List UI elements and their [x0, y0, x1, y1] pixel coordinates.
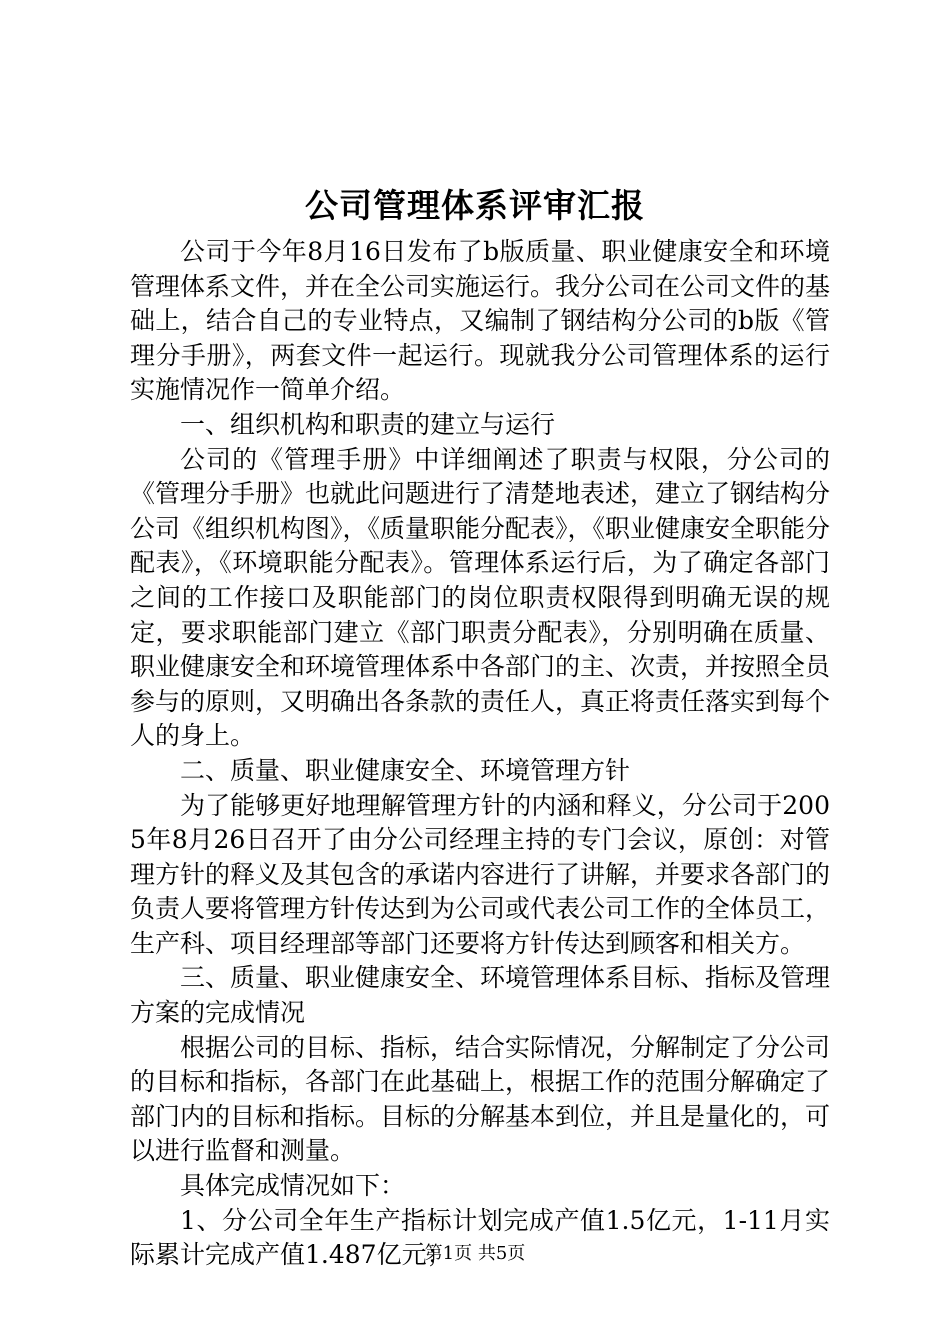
paragraph-objectives: 根据公司的目标、指标，结合实际情况，分解制定了分公司的目标和指标，各部门在此基础上，根据工作的范围分解确定了部门内的目标和指标。目标的分解基本到位，并且是量化的，可以进行监督和测量。 [130, 1032, 831, 1166]
paragraph-completion-intro: 具体完成情况如下： [180, 1171, 406, 1201]
paragraph-intro: 公司于今年8月16日发布了b版质量、职业健康安全和环境管理体系文件，并在全公司实施运行。我分公司在公司文件的基础上，结合自己的专业特点，又编制了钢结构分公司的b版《管理分手册》，两套文件一起运行。现就我分公司管理体系的运行实施情况作一简单介绍。 [130, 237, 831, 405]
document-title: 公司管理体系评审汇报 [305, 186, 645, 225]
paragraph-item-1: 1、分公司全年生产指标计划完成产值1.5亿元，1-11月实际累计完成产值1.487亿元； [130, 1205, 830, 1270]
section-heading-1: 一、组织机构和职责的建立与运行 [180, 409, 556, 439]
section-heading-2: 二、质量、职业健康安全、环境管理方针 [180, 755, 631, 785]
document-body [130, 235, 830, 1273]
page-footer: 第1页 共5页 [424, 1243, 526, 1264]
paragraph-policy: 为了能够更好地理解管理方针的内涵和释义，分公司于2005年8月26日召开了由分公司经理主持的专门会议，原创：对管理方针的释义及其包含的承诺内容进行了讲解，并要求各部门的负责人要将管理方针传达到为公司或代表公司工作的全体员工，生产科、项目经理部等部门还要将方针传达到顾客和相关方。 [130, 790, 831, 958]
section-heading-3: 三、质量、职业健康安全、环境管理体系目标、指标及管理方案的完成情况 [130, 963, 831, 1028]
paragraph-organization: 公司的《管理手册》中详细阐述了职责与权限，分公司的《管理分手册》也就此问题进行了清楚地表述，建立了钢结构分公司《组织机构图》，《质量职能分配表》，《职业健康安全职能分配表》，《环境职能分配表》。管理体系运行后，为了确定各部门之间的工作接口及职能部门的岗位职责权限得到明确无误的规定，要求职能部门建立《部门职责分配表》，分别明确在质量、职业健康安全和环境管理体系中各部门的主、次责，并按照全员参与的原则，又明确出各条款的责任人，真正将责任落实到每个人的身上。 [130, 444, 831, 751]
